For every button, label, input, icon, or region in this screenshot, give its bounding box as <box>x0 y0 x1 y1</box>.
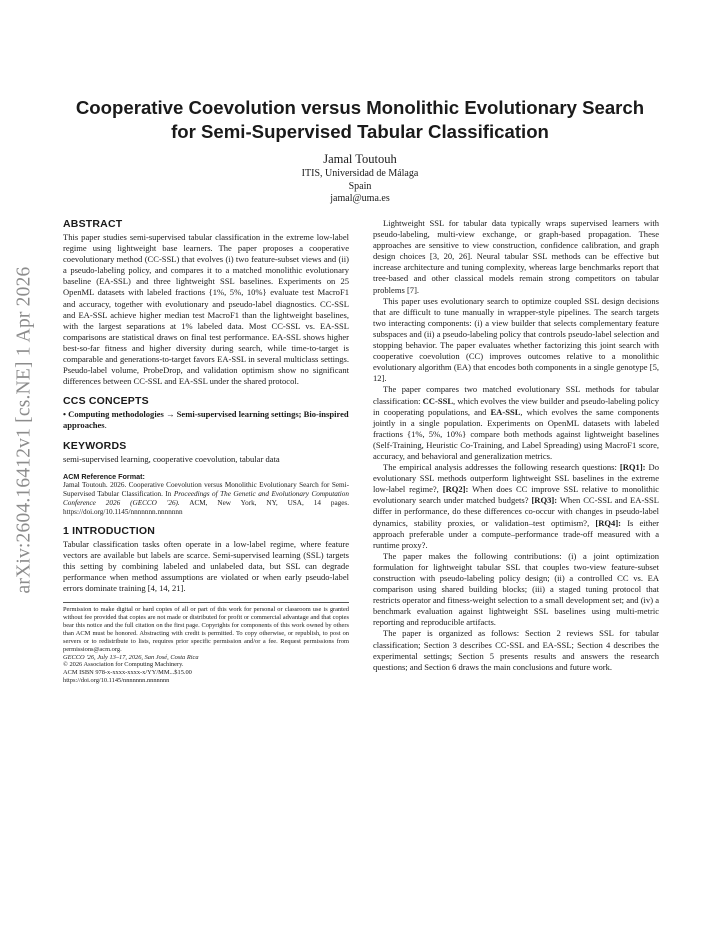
permission-footnote <box>63 602 349 685</box>
paper-title: Cooperative Coevolution versus Monolithic Evolutionary Search for Semi-Supervised Tabular Classification <box>75 97 645 142</box>
ccs-concepts: • Computing methodologies → Semi-supervised learning settings; Bio-inspired approaches. <box>63 409 349 431</box>
acm-reference-text: Jamal Toutouh. 2026. Cooperative Coevolution versus Monolithic Evolutionary Search for Semi-Supervised Tabular Classification. In Proceedings of The Genetic and Evolutionary Computation Conference 2026 (GECCO '26). ACM, New York, NY, USA, 14 pages. https://doi.org/10.1145/nnnnnnn.nnnnnnn <box>63 480 350 516</box>
keywords-heading: KEYWORDS <box>63 439 127 452</box>
author-block <box>60 152 660 206</box>
left-column <box>63 218 349 685</box>
acm-reference-heading: ACM Reference Format: <box>63 471 145 481</box>
contributions-paragraph: The paper makes the following contributions: (i) a joint optimization formulation for lightweight tabular SSL that couples two-view feature-subset construction with pseudo-labeling policy design; (ii) a controlled CC vs. EA comparison using shared building blocks; (iii) a staged tuning protocol that restricts operator and fitness-weight selection to a small development set; and (iv) a benchmark evaluation against lightweight SSL baselines using multi-metric reporting and reproducible artifacts. <box>373 550 659 628</box>
introduction-paragraph: Tabular classification tasks often operate in a low-label regime, where feature vectors are available but labels are scarce. Semi-supervised learning (SSL) targets this setting by combining labeled and unlabeled data, but SSL can degrade performance when method assumptions are violated or when early pseudo-label errors dominate training [4, 14, 21]. <box>63 538 349 593</box>
author-affiliation: ITIS, Universidad de Málaga <box>301 168 419 179</box>
copyright-line: © 2026 Association for Computing Machinery. <box>63 661 184 669</box>
author-country: Spain <box>348 180 372 192</box>
author-email: jamal@uma.es <box>330 193 390 204</box>
keywords-text: semi-supervised learning, cooperative coevolution, tabular data <box>63 453 280 464</box>
introduction-heading: 1 INTRODUCTION <box>63 524 156 537</box>
doi-link[interactable]: https://doi.org/10.1145/nnnnnnn.nnnnnnn <box>63 677 170 685</box>
paragraph: Lightweight SSL for tabular data typically wraps supervised learners with pseudo-labeling, multi-view exchange, or graph-based propagation. These approaches are sensitive to view construction, confidence calibration, and graph design choices [3, 20, 26]. Neural tabular SSL methods can be effective but increase architecture and tuning complexity, whereas large benchmarks report that tree-based and other classical models remain strong competitors on tabular problems [7]. <box>373 218 659 295</box>
permission-text: Permission to make digital or hard copies of all or part of this work for personal or classroom use is granted without fee provided that copies are not made or distributed for profit or commercial advantage and that copies bear this notice and the full citation on the first page. Copyrights for components of this work owned by others than ACM must be honored. Abstracting with credit is permitted. To copy otherwise, or republish, to post on servers or to redistribute to lists, requires prior specific permission and/or a fee. Request permissions from permissions@acm.org. <box>63 606 349 653</box>
arxiv-identifier: arXiv:2604.16412v1 [cs.NE] 1 Apr 2026 <box>13 266 35 594</box>
paragraph: This paper uses evolutionary search to optimize coupled SSL design decisions that are difficult to tune manually in wrapper-style pipelines. The search targets two interacting components: (i) a view builder that selects complementary feature subspaces and (ii) a pseudo-labeling policy that controls pseudo-label selection and stopping behavior. The paper evaluates whether factorizing this joint search with cooperative coevolution (CC) improves outcomes relative to a monolithic evolutionary algorithm (EA) that encodes both components in a single genotype [5, 12]. <box>373 295 659 384</box>
organization-paragraph: The paper is organized as follows: Section 2 reviews SSL for tabular classification; Section 3 describes CC-SSL and EA-SSL; Section 4 describes the experimental settings; Section 5 presents results and answers the research questions; and Section 6 draws the main conclusions and future work. <box>373 628 659 672</box>
ccs-heading: CCS CONCEPTS <box>63 395 149 408</box>
author-name: Jamal Toutouh <box>323 152 397 166</box>
abstract-heading: ABSTRACT <box>63 218 123 230</box>
conference-line: GECCO '26, July 13–17, 2026, San José, Costa Rica <box>63 653 199 661</box>
paragraph: The paper compares two matched evolutionary SSL methods for tabular classification: CC-SSL, which evolves the view builder and pseudo-labeling policy in cooperating populations, and EA-SSL, which evolves the same components jointly in a single population. Experiments on OpenML datasets with labeled fractions {1%, 5%, 10%} compare both methods against lightweight baselines (Self-Training, Heuristic Co-Training, and Label Spreading) using MacroF1 score, accuracy, and behavioral and generalization metrics. <box>373 384 659 461</box>
abstract-text: This paper studies semi-supervised tabular classification in the extreme low-label regime using lightweight base learners. The paper proposes a cooperative coevolutionary method (CC-SSL) that evolves (i) two feature-subset views and (ii) a pseudo-labeling policy, and compares it to a matched monolithic evolutionary baseline (EA-SSL) and three lightweight SSL baselines. Experiments on 25 OpenML datasets with labeled fractions {1%, 5%, 10%} evaluate test MacroF1 and accuracy, together with evolutionary and pseudo-label diagnostics. CC-SSL and EA-SSL achieve higher median test MacroF1 than the lightweight baselines, with the largest separations at 1% labeled data. Most CC-SSL vs. EA-SSL comparisons are statistical draws on final test performance. EA-SSL shows higher best-so-far fitness and higher diversity during search, while time-to-target is comparable and generations-to-target favors EA-SSL in several multiclass settings. Pseudo-label volume, ProbeDrop, and validation optimism show no significant differences between CC-SSL and EA-SSL under the shared protocol. <box>63 232 349 387</box>
research-questions-paragraph: The empirical analysis addresses the following research questions: [RQ1]: Do evolutionary SSL methods outperform lightweight SSL baselines in the extreme low-label regime?, [RQ2]: When does CC improve SSL relative to monolithic evolutionary search under matched budgets? [RQ3]: When CC-SSL and EA-SSL differ in performance, do these differences co-occur with changes in pseudo-label dynamics, stability proxies, or validation–test optimism?, [RQ4]: Is either approach preferable under a compute–performance trade-off measured with a runtime proxy?. <box>373 462 660 550</box>
right-column <box>373 218 659 673</box>
isbn-line: ACM ISBN 978-x-xxxx-xxxx-x/YY/MM...$15.00 <box>63 669 192 677</box>
